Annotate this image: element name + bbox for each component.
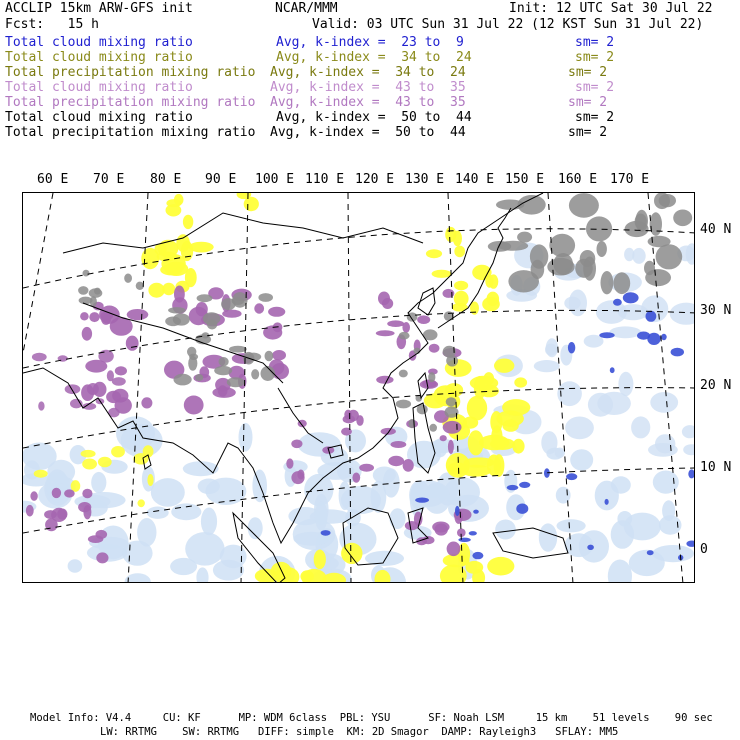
yellow-cloud-patch — [189, 242, 214, 253]
gray-cloud-patch — [174, 374, 192, 386]
yellow-cloud-patch — [502, 399, 530, 416]
yellow-cloud-patch — [111, 446, 125, 457]
purple-cloud-patch — [52, 488, 61, 498]
title-left: ACCLIP 15km ARW-GFS init — [5, 1, 193, 16]
longitude-label: 160 E — [558, 172, 598, 187]
blue-cloud-streak — [469, 531, 477, 535]
latitude-label: 40 N — [700, 222, 732, 237]
yellow-cloud-patch — [34, 470, 48, 478]
gray-cloud-patch — [189, 354, 198, 360]
korea — [418, 288, 435, 315]
purple-cloud-patch — [272, 350, 286, 360]
purple-cloud-patch — [268, 307, 285, 317]
purple-cloud-patch — [82, 327, 92, 341]
purple-cloud-patch — [352, 473, 360, 483]
blue-cloud-streak — [473, 510, 479, 514]
footer-model-info: Model Info: V4.4 CU: KF MP: WDM 6class PBL: YSU SF: Noah LSM 15 km 51 levels 90 sec — [30, 712, 713, 724]
purple-cloud-patch — [57, 509, 67, 520]
gray-cloud-patch — [508, 270, 539, 292]
blue-cloud-streak — [455, 506, 460, 516]
yellow-cloud-patch — [479, 435, 509, 450]
purple-cloud-patch — [106, 391, 121, 403]
legend-k-index-range: Avg, k-index = 43 to 35 — [270, 80, 466, 95]
purple-cloud-patch — [254, 303, 264, 313]
light-blue-precip-patch — [147, 507, 169, 519]
gray-cloud-patch — [569, 193, 599, 218]
purple-cloud-patch — [359, 464, 374, 472]
yellow-cloud-patch — [161, 254, 185, 274]
gray-cloud-patch — [429, 424, 437, 432]
init-time: Init: 12 UTC Sat 30 Jul 22 — [509, 1, 713, 16]
blue-cloud-streak — [647, 550, 654, 555]
gray-cloud-patch — [399, 332, 410, 340]
purple-cloud-patch — [115, 366, 127, 375]
gray-cloud-patch — [601, 271, 614, 294]
light-blue-precip-patch — [632, 248, 645, 264]
light-blue-precip-patch — [650, 392, 678, 413]
purple-cloud-patch — [432, 522, 449, 533]
longitude-label: 60 E — [37, 172, 69, 187]
legend-smoothing: sm= 2 — [575, 80, 615, 95]
yellow-cloud-patch — [514, 377, 527, 387]
purple-cloud-patch — [32, 353, 47, 362]
purple-cloud-patch — [417, 315, 430, 324]
blue-cloud-streak — [472, 552, 483, 559]
purple-cloud-patch — [391, 441, 407, 448]
purple-cloud-patch — [141, 397, 152, 408]
yellow-cloud-patch — [464, 457, 495, 467]
yellow-cloud-patch — [454, 246, 465, 258]
light-blue-precip-patch — [171, 503, 201, 520]
light-blue-precip-patch — [611, 520, 634, 549]
map-canvas — [23, 193, 695, 583]
gray-cloud-patch — [197, 294, 213, 302]
blue-cloud-streak — [646, 311, 657, 322]
light-blue-precip-patch — [317, 462, 354, 480]
purple-cloud-patch — [218, 385, 228, 396]
blue-cloud-streak — [519, 482, 530, 488]
purple-cloud-patch — [101, 314, 111, 325]
purple-cloud-patch — [126, 336, 139, 351]
legend-smoothing: sm= 2 — [575, 50, 615, 65]
light-blue-precip-patch — [315, 501, 328, 531]
yellow-cloud-patch — [454, 281, 468, 291]
legend-field-name: Total precipitation mixing ratio — [5, 65, 256, 80]
light-blue-precip-patch — [565, 417, 594, 440]
valid-time: Valid: 03 UTC Sun 31 Jul 22 (12 KST Sun 31 Jul 22) — [312, 17, 704, 32]
yellow-cloud-patch — [443, 554, 470, 568]
legend-k-index-range: Avg, k-index = 34 to 24 — [276, 50, 472, 65]
gray-cloud-patch — [498, 241, 529, 251]
gray-cloud-patch — [227, 377, 245, 387]
purple-cloud-patch — [96, 530, 108, 539]
gray-cloud-patch — [553, 253, 573, 275]
gray-cloud-patch — [265, 351, 274, 362]
yellow-cloud-patch — [489, 274, 499, 288]
latitude-label: 0 — [700, 542, 708, 557]
light-blue-precip-patch — [556, 487, 571, 504]
latitude-label: 10 N — [700, 460, 732, 475]
purple-cloud-patch — [82, 489, 92, 499]
gray-cloud-patch — [635, 214, 647, 230]
legend-k-index-range: Avg, k-index = 34 to 24 — [270, 65, 466, 80]
purple-cloud-patch — [440, 435, 447, 441]
blue-cloud-streak — [507, 485, 519, 490]
yellow-cloud-patch — [98, 457, 112, 468]
gray-cloud-patch — [173, 313, 190, 325]
light-blue-precip-patch — [239, 423, 253, 452]
blue-cloud-streak — [613, 299, 622, 306]
purple-cloud-patch — [38, 401, 44, 410]
light-blue-precip-patch — [652, 545, 694, 562]
yellow-cloud-patch — [138, 499, 145, 507]
blue-cloud-streak — [605, 499, 609, 505]
blue-cloud-streak — [587, 545, 594, 550]
light-blue-precip-patch — [116, 416, 155, 450]
blue-cloud-streak — [568, 342, 575, 353]
gray-cloud-patch — [232, 292, 247, 308]
yellow-cloud-patch — [133, 453, 148, 464]
legend-field-name: Total cloud mixing ratio — [5, 35, 193, 50]
light-blue-precip-patch — [631, 416, 650, 438]
purple-cloud-patch — [447, 542, 461, 557]
longitude-label: 80 E — [150, 172, 182, 187]
yellow-cloud-patch — [494, 454, 505, 477]
yellow-cloud-patch — [494, 359, 514, 373]
gray-cloud-patch — [89, 288, 103, 298]
yellow-cloud-patch — [162, 283, 175, 295]
light-blue-precip-patch — [608, 560, 632, 584]
purple-cloud-patch — [26, 505, 34, 517]
legend-k-index-range: Avg, k-index = 23 to 9 — [276, 35, 464, 50]
center-label: NCAR/MMM — [275, 1, 338, 16]
purple-cloud-patch — [382, 298, 393, 309]
footer-physics-info: LW: RRTMG SW: RRTMG DIFF: simple KM: 2D Smagor DAMP: Rayleigh3 SFLAY: MM5 — [100, 726, 619, 738]
gray-cloud-patch — [650, 212, 662, 236]
blue-cloud-streak — [566, 473, 577, 480]
gray-cloud-patch — [517, 232, 532, 243]
blue-cloud-streak — [661, 334, 667, 340]
light-blue-precip-patch — [682, 425, 695, 438]
yellow-cloud-patch — [472, 265, 491, 280]
yellow-cloud-patch — [474, 376, 486, 399]
purple-cloud-patch — [45, 518, 58, 531]
purple-cloud-patch — [403, 459, 414, 472]
light-blue-precip-patch — [534, 360, 560, 372]
blue-cloud-streak — [610, 367, 615, 373]
legend-field-name: Total precipitation mixing ratio — [5, 95, 256, 110]
light-blue-precip-patch — [596, 300, 627, 324]
light-blue-precip-patch — [618, 372, 633, 396]
blue-cloud-streak — [599, 332, 614, 338]
yellow-cloud-patch — [277, 565, 291, 578]
legend-k-index-range: Avg, k-index = 50 to 44 — [270, 125, 466, 140]
light-blue-precip-patch — [545, 344, 557, 356]
light-blue-precip-patch — [185, 532, 224, 566]
purple-cloud-patch — [78, 502, 91, 512]
gray-cloud-patch — [136, 282, 144, 290]
light-blue-precip-patch — [495, 520, 516, 540]
purple-cloud-patch — [98, 350, 113, 363]
light-blue-precip-patch — [220, 545, 247, 569]
forecast-hour: Fcst: 15 h — [5, 17, 99, 32]
light-blue-precip-patch — [570, 449, 593, 470]
purple-cloud-patch — [387, 320, 404, 327]
light-blue-precip-patch — [122, 541, 152, 566]
longitude-label: 100 E — [255, 172, 295, 187]
purple-cloud-patch — [65, 384, 81, 394]
light-blue-precip-patch — [555, 448, 565, 458]
gray-cloud-patch — [417, 404, 428, 414]
light-blue-precip-patch — [595, 481, 619, 511]
light-blue-precip-patch — [597, 392, 631, 415]
purple-cloud-patch — [429, 344, 440, 353]
purple-cloud-patch — [87, 383, 99, 395]
light-blue-precip-patch — [151, 478, 185, 507]
purple-cloud-patch — [448, 440, 454, 454]
light-blue-precip-patch — [557, 519, 586, 532]
blue-cloud-streak — [637, 332, 650, 340]
purple-cloud-patch — [356, 415, 363, 426]
gray-cloud-patch — [428, 372, 435, 382]
light-blue-precip-patch — [47, 460, 75, 484]
gray-cloud-patch — [83, 270, 90, 277]
purple-cloud-patch — [286, 458, 293, 468]
gray-cloud-patch — [124, 274, 132, 283]
gray-cloud-patch — [168, 307, 186, 313]
longitude-label: 70 E — [93, 172, 125, 187]
gray-cloud-patch — [195, 374, 203, 381]
longitude-label: 120 E — [355, 172, 395, 187]
gray-cloud-patch — [654, 193, 670, 209]
blue-cloud-streak — [321, 530, 331, 536]
longitude-label: 110 E — [305, 172, 345, 187]
legend-smoothing: sm= 2 — [568, 65, 608, 80]
purple-cloud-patch — [388, 456, 404, 466]
light-blue-precip-patch — [183, 461, 219, 476]
purple-cloud-patch — [44, 510, 57, 519]
purple-cloud-patch — [402, 322, 410, 333]
yellow-cloud-patch — [82, 459, 97, 470]
purple-cloud-patch — [107, 370, 114, 381]
purple-cloud-patch — [291, 440, 302, 449]
gray-cloud-patch — [229, 346, 247, 353]
purple-cloud-patch — [30, 491, 37, 501]
gray-cloud-patch — [396, 400, 411, 409]
longitude-label: 170 E — [610, 172, 650, 187]
legend-smoothing: sm= 2 — [568, 125, 608, 140]
yellow-cloud-patch — [185, 268, 197, 287]
light-blue-precip-patch — [196, 567, 208, 583]
gray-cloud-patch — [583, 257, 596, 281]
purple-cloud-patch — [96, 552, 108, 563]
gray-cloud-patch — [399, 370, 408, 378]
gray-cloud-patch — [251, 369, 259, 379]
yellow-cloud-patch — [81, 450, 96, 458]
light-blue-precip-patch — [564, 297, 580, 310]
purple-cloud-patch — [89, 312, 99, 322]
purple-cloud-patch — [443, 289, 455, 298]
purple-cloud-patch — [376, 330, 395, 336]
longitude-label: 90 E — [205, 172, 237, 187]
gray-cloud-patch — [258, 293, 273, 302]
legend-smoothing: sm= 2 — [575, 110, 615, 125]
gray-cloud-patch — [597, 241, 607, 257]
light-blue-precip-patch — [539, 523, 557, 551]
legend-field-name: Total cloud mixing ratio — [5, 50, 193, 65]
latitude-label: 20 N — [700, 378, 732, 393]
purple-cloud-patch — [291, 471, 304, 484]
longitude-label: 130 E — [405, 172, 445, 187]
yellow-cloud-patch — [463, 417, 478, 429]
blue-cloud-streak — [458, 538, 470, 542]
gray-cloud-patch — [645, 269, 671, 286]
blue-cloud-streak — [623, 292, 639, 303]
yellow-cloud-patch — [487, 557, 514, 576]
gray-cloud-patch — [78, 286, 88, 295]
legend-k-index-range: Avg, k-index = 43 to 35 — [270, 95, 466, 110]
blue-cloud-streak — [688, 469, 695, 478]
blue-cloud-streak — [671, 348, 684, 357]
light-blue-precip-patch — [655, 434, 675, 453]
light-blue-precip-patch — [424, 483, 451, 514]
light-blue-precip-patch — [670, 303, 695, 325]
gray-cloud-patch — [613, 272, 630, 294]
legend-field-name: Total cloud mixing ratio — [5, 80, 193, 95]
light-blue-precip-patch — [683, 444, 695, 455]
gray-cloud-patch — [203, 312, 221, 325]
gray-cloud-patch — [219, 357, 229, 366]
light-blue-precip-patch — [201, 508, 217, 536]
yellow-cloud-patch — [445, 227, 456, 242]
yellow-cloud-patch — [176, 234, 190, 252]
legend-smoothing: sm= 2 — [575, 35, 615, 50]
legend-field-name: Total cloud mixing ratio — [5, 110, 193, 125]
light-blue-precip-patch — [390, 508, 406, 529]
purple-cloud-patch — [381, 428, 396, 435]
blue-cloud-streak — [415, 498, 429, 503]
light-blue-precip-patch — [579, 530, 609, 562]
light-blue-precip-patch — [205, 478, 246, 505]
gray-cloud-patch — [586, 216, 612, 241]
yellow-cloud-patch — [512, 439, 524, 454]
light-blue-precip-patch — [91, 472, 106, 493]
gray-cloud-patch — [656, 244, 683, 269]
longitude-label: 150 E — [505, 172, 545, 187]
purple-cloud-patch — [184, 396, 204, 415]
purple-cloud-patch — [80, 312, 89, 320]
yellow-cloud-patch — [432, 270, 452, 278]
gray-cloud-patch — [673, 210, 692, 227]
purple-cloud-patch — [376, 376, 393, 384]
legend-field-name: Total precipitation mixing ratio — [5, 125, 256, 140]
light-blue-precip-patch — [609, 326, 641, 338]
purple-cloud-patch — [112, 377, 126, 386]
longitude-label: 140 E — [455, 172, 495, 187]
china-inland-border — [63, 213, 423, 253]
gray-cloud-patch — [214, 366, 232, 375]
latitude-label: 30 N — [700, 303, 732, 318]
map-panel — [22, 192, 695, 583]
yellow-cloud-patch — [341, 543, 362, 564]
yellow-cloud-patch — [147, 474, 153, 486]
yellow-cloud-patch — [166, 199, 181, 207]
yellow-cloud-patch — [426, 249, 442, 258]
light-blue-precip-patch — [373, 467, 396, 484]
purple-cloud-patch — [127, 309, 149, 320]
yellow-cloud-patch — [314, 550, 326, 570]
yellow-cloud-patch — [244, 197, 259, 211]
gray-cloud-patch — [530, 244, 548, 268]
blue-cloud-streak — [686, 541, 695, 547]
yellow-cloud-patch — [148, 283, 164, 298]
yellow-cloud-layer — [34, 193, 531, 583]
light-blue-precip-patch — [68, 559, 83, 573]
purple-cloud-patch — [64, 489, 75, 497]
legend-smoothing: sm= 2 — [568, 95, 608, 110]
legend-k-index-range: Avg, k-index = 50 to 44 — [276, 110, 472, 125]
gray-cloud-patch — [446, 397, 457, 406]
yellow-cloud-patch — [482, 297, 500, 311]
yellow-cloud-patch — [183, 215, 193, 229]
blue-cloud-streak — [516, 504, 528, 514]
purple-cloud-patch — [443, 421, 462, 434]
